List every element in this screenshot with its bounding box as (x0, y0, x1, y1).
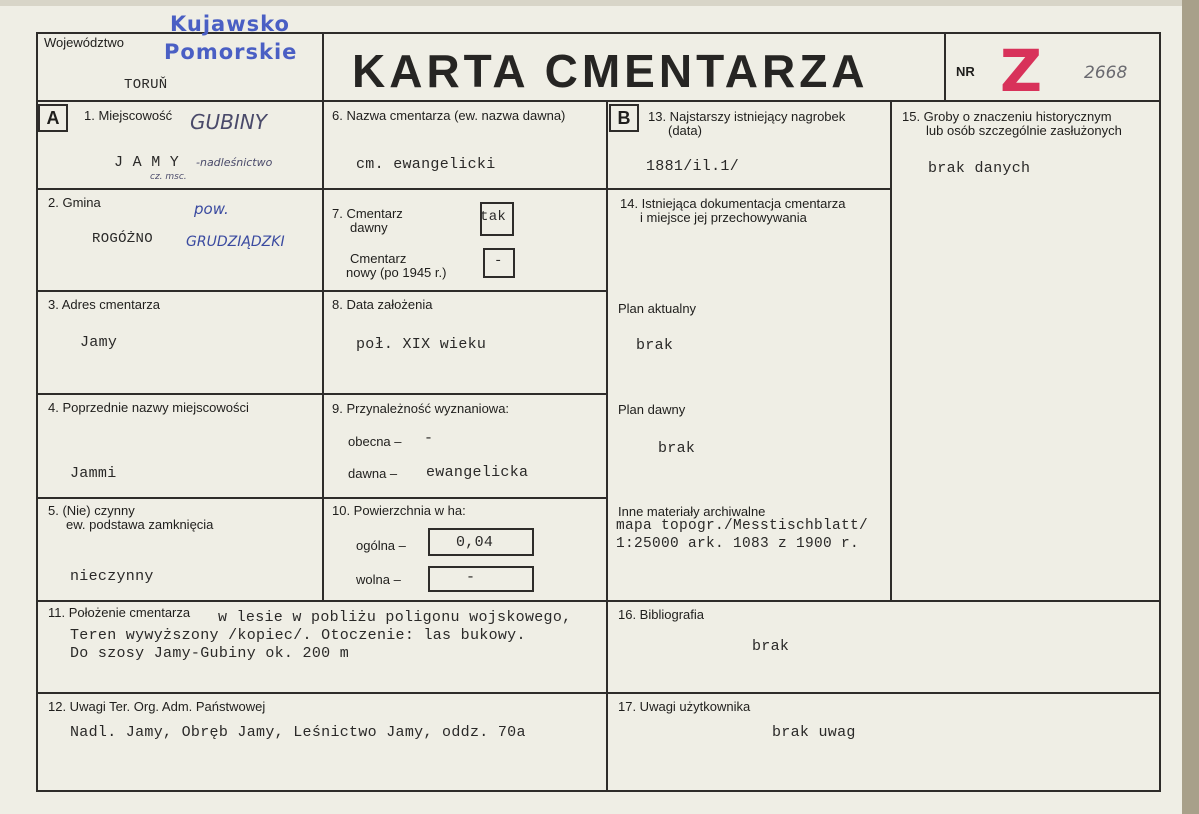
paper-top-edge (0, 0, 1199, 6)
field11-line3: Do szosy Jamy-Gubiny ok. 200 m (70, 645, 350, 662)
field6-label: 6. Nazwa cmentarza (ew. nazwa dawna) (332, 108, 566, 123)
field2-label: 2. Gmina (48, 195, 101, 210)
field17-value: brak uwag (772, 724, 856, 741)
row-line-b1 (606, 188, 890, 190)
field11-line1: w lesie w pobliżu poligonu wojskowego, (218, 609, 572, 626)
field17-label: 17. Uwagi użytkownika (618, 699, 751, 714)
row-line-1 (36, 188, 606, 190)
row-line-5 (36, 600, 1161, 602)
row-line-6 (36, 692, 1161, 694)
field14-label-line1: 14. Istniejąca dokumentacja cmentarza (620, 196, 846, 211)
field16-label: 16. Bibliografia (618, 607, 704, 622)
field11-label: 11. Położenie cmentarza (48, 605, 191, 620)
field2-hand1: pow. (194, 200, 229, 218)
field9-label: 9. Przynależność wyznaniowa: (332, 401, 510, 416)
field9-current-label: obecna – (348, 434, 402, 449)
field14-other-line1: mapa topogr./Messtischblatt/ (616, 518, 869, 534)
header-divider-left (322, 32, 324, 100)
field4-value: Jammi (70, 465, 117, 482)
field11-line2: Teren wywyższony /kopiec/. Otoczenie: las bukowy. (70, 627, 526, 644)
field1-label: 1. Miejscowość (84, 108, 173, 123)
field9-former-value: ewangelicka (426, 464, 529, 481)
section-b-box: B (609, 104, 639, 132)
field7-label-old2: dawny (350, 220, 388, 235)
row-line-2 (36, 290, 606, 292)
field14-plan-current-value: brak (636, 337, 674, 354)
card-title: KARTA CMENTARZA (352, 45, 869, 97)
field1-note: -nadleśnictwo (196, 156, 273, 169)
header-bottom-line (36, 100, 1161, 102)
row-line-4 (36, 497, 606, 499)
field14-other-line2: 1:25000 ark. 1083 z 1900 r. (616, 536, 860, 552)
field7-value-new: - (494, 253, 503, 269)
column-divider-2 (606, 100, 608, 792)
wojewodztwo-value: TORUŇ (124, 77, 168, 93)
column-divider-1 (322, 100, 324, 600)
field13-value: 1881/il.1/ (646, 158, 740, 175)
field3-value: Jamy (80, 334, 118, 351)
field13-label-line1: 13. Najstarszy istniejący nagrobek (648, 109, 846, 124)
field9-former-label: dawna – (348, 466, 398, 481)
column-divider-3 (890, 100, 892, 600)
field7-label-new1: Cmentarz (350, 251, 407, 266)
field7-label-old1: 7. Cmentarz (332, 206, 403, 221)
field14-plan-current-label: Plan aktualny (618, 301, 697, 316)
field14-label-line2: i miejsce jej przechowywania (640, 210, 807, 225)
nr-label: NR (956, 64, 975, 79)
field16-value: brak (752, 638, 790, 655)
wojewodztwo-label: Województwo (44, 35, 124, 50)
nr-number: 2668 (1084, 63, 1128, 83)
field10-label: 10. Powierzchnia w ha: (332, 503, 466, 518)
field12-label: 12. Uwagi Ter. Org. Adm. Państwowej (48, 699, 266, 714)
field10-total-value: 0,04 (456, 534, 494, 551)
stamp-line1: Kujawsko (170, 12, 290, 36)
field2-value: ROGÓŻNO (92, 231, 153, 247)
field10-total-label: ogólna – (356, 538, 406, 553)
field4-label: 4. Poprzednie nazwy miejscowości (48, 400, 249, 415)
field10-free-label: wolna – (356, 572, 401, 587)
paper-right-edge (1182, 0, 1199, 814)
field7-label-new2: nowy (po 1945 r.) (346, 265, 447, 280)
field5-label-line2: ew. podstawa zamknięcia (66, 517, 214, 532)
section-a-box: A (38, 104, 68, 132)
row-line-3 (36, 393, 606, 395)
field12-value: Nadl. Jamy, Obręb Jamy, Leśnictwo Jamy, oddz. 70a (70, 724, 526, 741)
field15-label-line2: lub osób szczególnie zasłużonych (926, 123, 1122, 138)
field1-value: J A M Y (114, 154, 180, 171)
field5-value: nieczynny (70, 568, 154, 585)
nr-letter: Z (1000, 37, 1043, 105)
field13-label-line2: (data) (668, 123, 702, 138)
stamp-line2: Pomorskie (164, 40, 298, 64)
field15-value: brak danych (928, 160, 1031, 177)
field14-other-label: Inne materiały archiwalne (618, 504, 766, 519)
header-divider-right (944, 32, 946, 100)
field14-plan-old-value: brak (658, 440, 696, 457)
field1-note2: cz. msc. (150, 172, 187, 182)
field8-label: 8. Data założenia (332, 297, 433, 312)
field6-value: cm. ewangelicki (356, 156, 496, 173)
field10-free-box (428, 566, 534, 592)
field7-value-old: tak (480, 209, 507, 225)
field5-label-line1: 5. (Nie) czynny (48, 503, 135, 518)
field1-handwritten: GUBINY (190, 110, 267, 134)
field3-label: 3. Adres cmentarza (48, 297, 160, 312)
field2-hand2: GRUDZIĄDZKI (186, 234, 285, 250)
field14-plan-old-label: Plan dawny (618, 402, 686, 417)
field15-label-line1: 15. Groby o znaczeniu historycznym (902, 109, 1112, 124)
field9-current-value: - (424, 430, 434, 447)
field8-value: poł. XIX wieku (356, 336, 487, 353)
field10-free-value: - (466, 569, 476, 586)
